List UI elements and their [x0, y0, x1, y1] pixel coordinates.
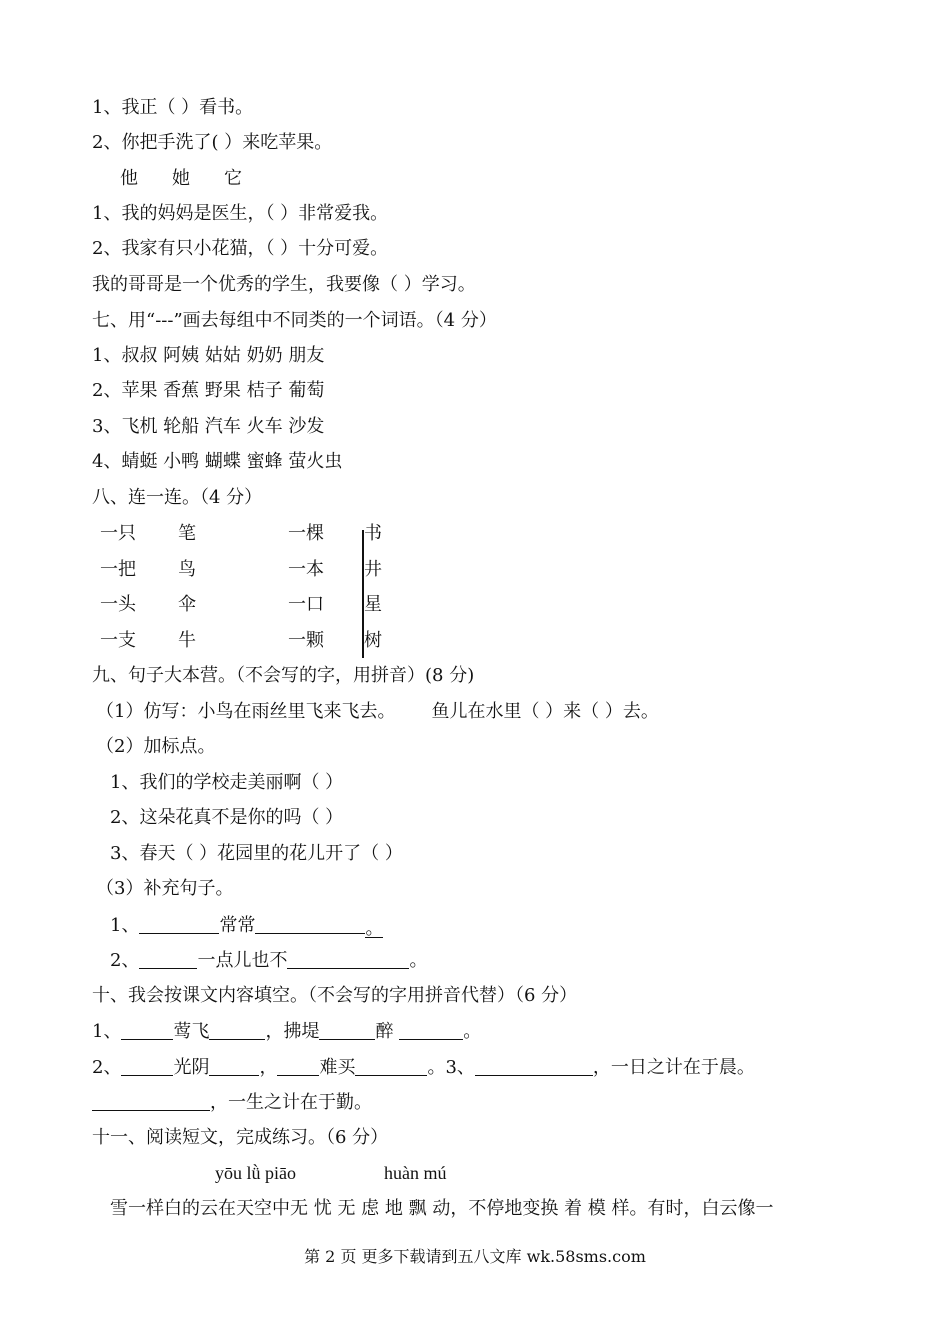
blank-line[interactable]	[121, 1019, 173, 1040]
reading-passage: 雪一样白的云在天空中无 忧 无 虑 地 飘 动，不停地变换 着 模 样。有时，白云像一	[110, 1198, 774, 1219]
poem-fill-3: ，一生之计在于勤。	[92, 1090, 372, 1115]
fill-line-2: 2、你把手洗了( ）来吃苹果。	[92, 132, 333, 153]
match-item: 笔	[178, 523, 196, 544]
match-item: 牛	[178, 630, 196, 651]
imitation-example: （1）仿写：小鸟在雨丝里飞来飞去。	[96, 701, 396, 722]
match-item: 一棵	[288, 523, 324, 544]
blank-line[interactable]	[277, 1055, 319, 1076]
section-7-row: 3、飞机 轮船 汽车 火车 沙发	[92, 416, 325, 437]
section-10-title: 十、我会按课文内容填空。（不会写的字用拼音代替）（6 分）	[92, 985, 578, 1006]
fill-line-4: 2、我家有只小花猫，（ ）十分可爱。	[92, 238, 389, 259]
match-item: 一把	[100, 559, 136, 580]
pronoun-3: 它	[224, 168, 242, 189]
punctuation-item: 1、我们的学校走美丽啊（ ）	[110, 772, 344, 793]
pinyin-annotation: huàn mú	[384, 1163, 447, 1183]
pronoun-2: 她	[172, 168, 190, 189]
punctuation-item: 2、这朵花真不是你的吗（ ）	[110, 807, 344, 828]
blank-line[interactable]	[139, 913, 219, 934]
section-8-title: 八、连一连。（4 分）	[92, 487, 263, 508]
section-7-row: 2、苹果 香蕉 野果 桔子 葡萄	[92, 380, 325, 401]
blank-line[interactable]	[121, 1055, 173, 1076]
match-item: 伞	[178, 594, 196, 615]
fill-line-5: 我的哥哥是一个优秀的学生，我要像（ ）学习。	[92, 274, 476, 295]
complete-sentence-2: 2、 一点儿也不 。	[110, 950, 428, 971]
page-footer: 第 2 页 更多下载请到五八文库 wk.58sms.com	[304, 1247, 646, 1266]
pinyin-annotation: yōu lǜ piāo	[215, 1163, 296, 1183]
match-item: 一只	[100, 523, 136, 544]
match-item: 书	[364, 523, 382, 544]
blank-line[interactable]	[475, 1055, 593, 1076]
section-7-row: 4、蜻蜓 小鸭 蝴蝶 蜜蜂 萤火虫	[92, 451, 343, 472]
section-7-title: 七、用“---”画去每组中不同类的一个词语。（4 分）	[92, 310, 497, 331]
match-item: 一支	[100, 630, 136, 651]
fill-line-3: 1、我的妈妈是医生，（ ）非常爱我。	[92, 203, 389, 224]
pronoun-1: 他	[120, 168, 138, 189]
match-item: 一本	[288, 559, 324, 580]
match-item: 星	[364, 594, 382, 615]
blank-line[interactable]	[209, 1019, 265, 1040]
imitation-line	[96, 700, 659, 724]
fill-line-1: 1、我正（ ）看书。	[92, 97, 254, 118]
pronoun-options	[120, 167, 242, 191]
match-item: 树	[364, 630, 382, 651]
punctuation-item: 3、春天（ ）花园里的花儿开了（ ）	[110, 843, 403, 864]
blank-line[interactable]	[255, 913, 365, 934]
blank-line[interactable]	[209, 1055, 259, 1076]
blank-line[interactable]	[319, 1019, 375, 1040]
section-9-title: 九、句子大本营。（不会写的字，用拼音）(8 分)	[92, 665, 475, 686]
punctuation-title: （2）加标点。	[96, 736, 216, 757]
blank-line[interactable]	[399, 1019, 463, 1040]
section-11-title: 十一、阅读短文，完成练习。（6 分）	[92, 1127, 389, 1148]
match-item: 一口	[288, 594, 324, 615]
blank-line[interactable]	[355, 1055, 427, 1076]
imitation-blank: 鱼儿在水里（ ）来（ ）去。	[431, 701, 659, 722]
match-divider-line	[362, 530, 364, 658]
complete-sentence-1: 1、 常常 。	[110, 915, 384, 939]
blank-line[interactable]	[287, 948, 409, 969]
section-7-row: 1、叔叔 阿姨 姑姑 奶奶 朋友	[92, 345, 325, 366]
blank-line[interactable]	[139, 948, 197, 969]
match-item: 一颗	[288, 630, 324, 651]
blank-line[interactable]	[92, 1090, 210, 1111]
poem-fill-1: 1、 莺飞 ，拂堤 醉 。	[92, 1021, 482, 1042]
complete-sentence-title: （3）补充句子。	[96, 878, 234, 899]
match-item: 一头	[100, 594, 136, 615]
match-item: 井	[364, 559, 382, 580]
poem-fill-2: 2、 光阴 ， 难买 。3、 ，一日之计在于晨。	[92, 1057, 755, 1078]
match-item: 鸟	[178, 559, 196, 580]
